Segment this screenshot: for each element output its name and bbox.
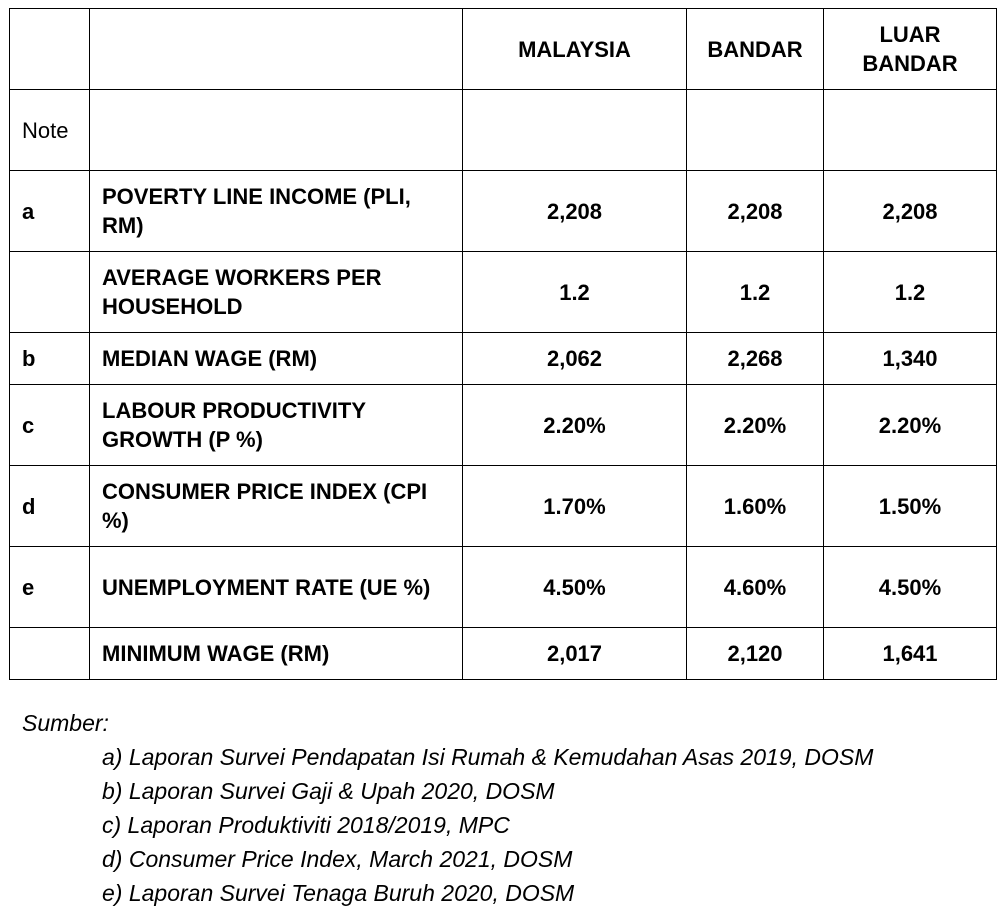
empty-cell: [463, 90, 687, 171]
table-row: [10, 171, 997, 252]
table-row: [10, 385, 997, 466]
header-luar-bandar: [824, 9, 997, 90]
value-malaysia: 1.2: [463, 252, 687, 333]
value-bandar: 2.20%: [687, 385, 824, 466]
value-malaysia: 2,017: [463, 628, 687, 680]
source-item: e) Laporan Survei Tenaga Buruh 2020, DOSM: [102, 880, 575, 906]
header-cell-label: [90, 9, 463, 90]
source-item: d) Consumer Price Index, March 2021, DOSM: [102, 846, 573, 872]
table-row: [10, 252, 997, 333]
header-luar-line1: LUAR: [879, 22, 941, 47]
row-note: c: [10, 385, 90, 466]
value-malaysia: 2,062: [463, 333, 687, 385]
value-bandar: 1.60%: [687, 466, 824, 547]
empty-cell: [687, 90, 824, 171]
header-bandar: BANDAR: [687, 9, 824, 90]
row-label: MEDIAN WAGE (RM): [90, 333, 463, 385]
value-luar-bandar: 2.20%: [824, 385, 997, 466]
value-bandar: 2,208: [687, 171, 824, 252]
value-bandar: 2,120: [687, 628, 824, 680]
indicator-table: [9, 8, 997, 680]
sources-block: [22, 706, 873, 910]
value-malaysia: 4.50%: [463, 547, 687, 628]
value-luar-bandar: 1.2: [824, 252, 997, 333]
value-bandar: 2,268: [687, 333, 824, 385]
table-row: [10, 333, 997, 385]
header-luar-line2: BANDAR: [862, 51, 958, 76]
value-luar-bandar: 1,340: [824, 333, 997, 385]
header-cell-note: [10, 9, 90, 90]
table-row: [10, 466, 997, 547]
value-luar-bandar: 1.50%: [824, 466, 997, 547]
value-luar-bandar: 4.50%: [824, 547, 997, 628]
note-row: [10, 90, 997, 171]
note-label: Note: [10, 90, 90, 171]
value-malaysia: 1.70%: [463, 466, 687, 547]
header-row: [10, 9, 997, 90]
row-label: MINIMUM WAGE (RM): [90, 628, 463, 680]
value-bandar: 4.60%: [687, 547, 824, 628]
header-malaysia: MALAYSIA: [463, 9, 687, 90]
table-row: [10, 547, 997, 628]
sources-title: Sumber:: [22, 710, 109, 736]
row-note: e: [10, 547, 90, 628]
source-item: b) Laporan Survei Gaji & Upah 2020, DOSM: [102, 778, 555, 804]
row-note: [10, 628, 90, 680]
row-label: POVERTY LINE INCOME (PLI, RM): [90, 171, 463, 252]
empty-cell: [90, 90, 463, 171]
row-note: d: [10, 466, 90, 547]
row-note: a: [10, 171, 90, 252]
value-luar-bandar: 1,641: [824, 628, 997, 680]
source-item: a) Laporan Survei Pendapatan Isi Rumah & Kemudahan Asas 2019, DOSM: [102, 744, 874, 770]
row-label: UNEMPLOYMENT RATE (UE %): [90, 547, 463, 628]
row-note: b: [10, 333, 90, 385]
table-row: [10, 628, 997, 680]
value-malaysia: 2,208: [463, 171, 687, 252]
empty-cell: [824, 90, 997, 171]
value-luar-bandar: 2,208: [824, 171, 997, 252]
row-note: [10, 252, 90, 333]
value-bandar: 1.2: [687, 252, 824, 333]
row-label: LABOUR PRODUCTIVITY GROWTH (P %): [90, 385, 463, 466]
source-item: c) Laporan Produktiviti 2018/2019, MPC: [102, 812, 510, 838]
row-label: AVERAGE WORKERS PER HOUSEHOLD: [90, 252, 463, 333]
value-malaysia: 2.20%: [463, 385, 687, 466]
row-label: CONSUMER PRICE INDEX (CPI %): [90, 466, 463, 547]
